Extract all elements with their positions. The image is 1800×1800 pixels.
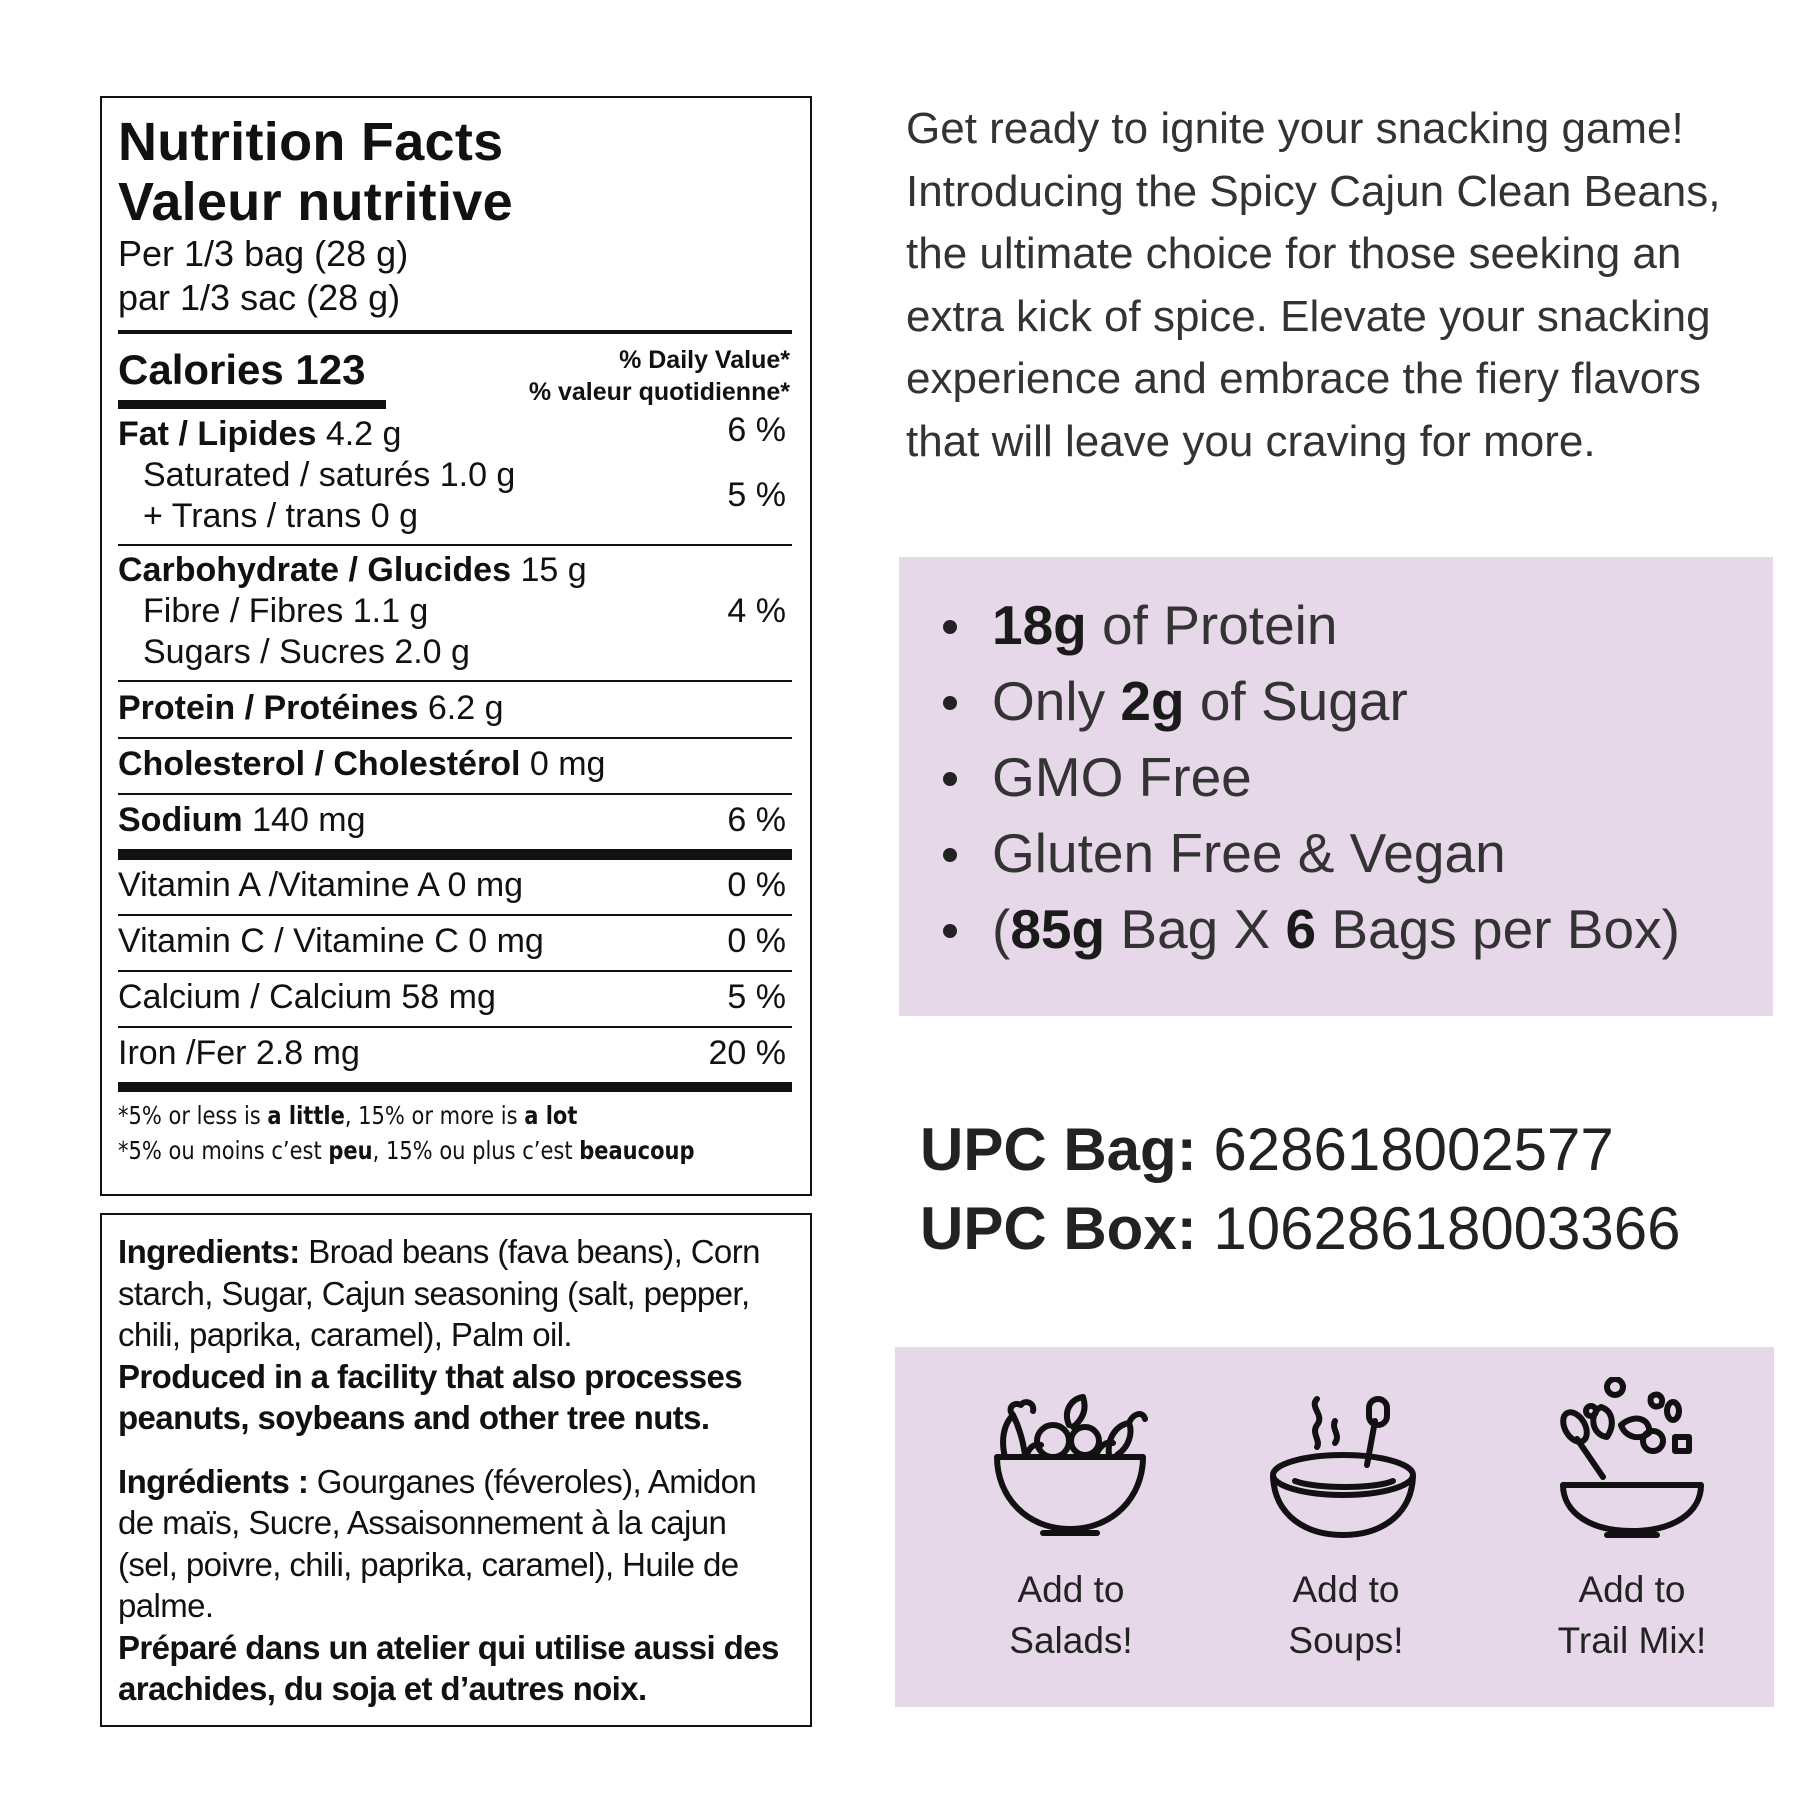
- carbohydrate-row: [118, 546, 792, 591]
- nutrition-title-en: Nutrition Facts: [118, 112, 504, 172]
- benefit-protein: [939, 587, 1773, 663]
- vitamin-c-label: Vitamin C / Vitamine C 0 mg: [118, 922, 544, 960]
- calcium-label: Calcium / Calcium 58 mg: [118, 978, 496, 1016]
- use-salads-label: [961, 1564, 1181, 1666]
- iron-label: Iron /Fer 2.8 mg: [118, 1034, 360, 1072]
- footnote-fr: [118, 1133, 695, 1168]
- use-salads-line2: Salads!: [1009, 1620, 1133, 1661]
- serving-size-fr: par 1/3 sac (28 g): [118, 277, 401, 318]
- vitamin-c-row: [118, 916, 792, 970]
- vitamin-a-pct: 0 %: [727, 866, 786, 904]
- sodium-pct: 6 %: [727, 801, 786, 839]
- benefit-text: Bags per Box): [1316, 898, 1680, 960]
- daily-value-header-fr: % valeur quotidienne*: [528, 378, 790, 406]
- protein-label: Protein / Protéines: [118, 689, 419, 727]
- upc-bag-label: UPC Bag:: [920, 1116, 1197, 1183]
- fibre-label: Fibre / Fibres 1.1 g: [143, 592, 429, 630]
- benefits-panel: [899, 557, 1773, 1016]
- use-salads-line1: Add to: [1017, 1569, 1125, 1610]
- ingredients-en-text: Broad beans (fava beans), Corn starch, Sugar, Cajun seasoning (salt, pepper, chili, paprika, caramel), Palm oil.: [118, 1233, 760, 1353]
- footnote-fr-part: *5% ou moins c’est: [118, 1136, 329, 1165]
- footnote-en: [118, 1098, 684, 1133]
- benefits-list: [899, 557, 1773, 967]
- benefit-text: of Sugar: [1184, 670, 1408, 732]
- footnote-en-emphasis: a lot: [524, 1101, 578, 1130]
- allergen-statement-fr: Préparé dans un atelier qui utilise aussi des arachides, du soja et d’autres noix.: [118, 1628, 779, 1707]
- protein-amount: 6.2 g: [427, 689, 504, 727]
- use-soups-line1: Add to: [1292, 1569, 1400, 1610]
- allergen-statement-en: Produced in a facility that also processes peanuts, soybeans and other tree nuts.: [118, 1357, 743, 1436]
- daily-value-header: [529, 344, 790, 408]
- calcium-pct: 5 %: [727, 978, 786, 1016]
- cholesterol-amount: 0 mg: [529, 745, 606, 783]
- benefit-text: of Protein: [1086, 594, 1338, 656]
- benefit-text: (: [992, 898, 1011, 960]
- fat-amount: 4.2 g: [325, 415, 402, 453]
- benefit-emphasis: 2g: [1120, 670, 1185, 732]
- benefit-text: Bag X: [1105, 898, 1286, 960]
- use-trail-mix-line1: Add to: [1578, 1569, 1686, 1610]
- fat-label: Fat / Lipides: [118, 415, 317, 453]
- footnote-en-emphasis: a little: [267, 1101, 345, 1130]
- upc-codes: [920, 1110, 1681, 1268]
- sodium-row: [118, 795, 792, 849]
- carbohydrate-label: Carbohydrate / Glucides: [118, 551, 511, 589]
- iron-pct: 20 %: [708, 1034, 786, 1072]
- use-soups-line2: Soups!: [1288, 1620, 1404, 1661]
- ingredients-en-label: Ingredients:: [118, 1233, 300, 1270]
- vitamin-a-row: [118, 860, 792, 914]
- cholesterol-row: [118, 739, 792, 793]
- saturated-row: Saturated / saturés 1.0 g: [143, 456, 516, 494]
- ingredients-fr-text: Gourganes (féveroles), Amidon de maïs, Sucre, Assaisonnement à la cajun (sel, poivre, chili, paprika, caramel), Huile de palme.: [118, 1462, 757, 1624]
- cholesterol-label: Cholesterol / Cholestérol: [118, 745, 521, 783]
- footnote-fr-emphasis: peu: [328, 1136, 373, 1165]
- footnote-fr-emphasis: beaucoup: [579, 1136, 695, 1165]
- ingredients-fr: [118, 1461, 794, 1627]
- fibre-pct: 4 %: [727, 592, 786, 630]
- spacer: [118, 1439, 794, 1461]
- benefit-gmo-free: GMO Free: [939, 739, 1773, 815]
- upc-box-code: 10628618003366: [1213, 1195, 1681, 1262]
- sodium-label: Sodium: [118, 801, 243, 839]
- nutrition-facts-panel: [100, 96, 812, 1196]
- salad-bowl-icon: [983, 1385, 1159, 1545]
- use-soups-label: [1236, 1564, 1456, 1666]
- benefit-gluten-free-vegan: Gluten Free & Vegan: [939, 815, 1773, 891]
- calories-label: Calories 123: [118, 346, 366, 393]
- benefit-emphasis: 18g: [992, 594, 1087, 656]
- footnote-fr-part: , 15% ou plus c’est: [372, 1136, 580, 1165]
- soup-bowl-icon: [1265, 1385, 1425, 1545]
- benefit-packaging: [939, 891, 1773, 967]
- benefit-text: Only: [992, 670, 1121, 732]
- upc-box-label: UPC Box:: [920, 1195, 1197, 1262]
- iron-row: [118, 1028, 792, 1082]
- ingredients-en: [118, 1231, 794, 1356]
- nutrition-title-fr: Valeur nutritive: [118, 172, 513, 232]
- trail-mix-bowl-icon: [1555, 1377, 1711, 1545]
- sugars-row: Sugars / Sucres 2.0 g: [143, 633, 470, 671]
- fat-row: [118, 410, 792, 455]
- daily-value-header-en: % Daily Value*: [619, 346, 790, 374]
- upc-box: [920, 1189, 1681, 1268]
- saturated-trans-group: [118, 455, 792, 537]
- benefit-sugar: [939, 663, 1773, 739]
- protein-row: [118, 682, 792, 737]
- footnote-en-part: , 15% or more is: [344, 1101, 525, 1130]
- calories-underline: [118, 400, 386, 409]
- thick-divider: [118, 1082, 792, 1092]
- upc-bag-code: 628618002577: [1213, 1116, 1614, 1183]
- ingredients-fr-label: Ingrédients :: [118, 1462, 309, 1500]
- product-description: Get ready to ignite your snacking game! Introducing the Spicy Cajun Clean Beans, the ultimate choice for those seeking an extra kick of spice. Elevate your snacking experience and embrace the fiery flavors that will leave you craving for more.: [906, 104, 1721, 466]
- trans-row: + Trans / trans 0 g: [143, 497, 418, 535]
- calcium-row: [118, 972, 792, 1026]
- thick-divider: [118, 849, 792, 860]
- vitamin-c-pct: 0 %: [727, 922, 786, 960]
- carbohydrate-amount: 15 g: [520, 551, 587, 589]
- use-trail-mix-line2: Trail Mix!: [1557, 1620, 1707, 1661]
- uses-panel: [895, 1347, 1774, 1707]
- sodium-amount: 140 mg: [252, 801, 366, 839]
- use-trail-mix-label: [1522, 1564, 1742, 1666]
- vitamin-a-label: Vitamin A /Vitamine A 0 mg: [118, 866, 524, 904]
- calories-row: [118, 334, 792, 410]
- serving-size-en: Per 1/3 bag (28 g): [118, 233, 409, 274]
- benefit-emphasis: 85g: [1010, 898, 1106, 960]
- saturated-trans-pct: 5 %: [727, 476, 786, 514]
- fibre-row: [118, 591, 792, 632]
- ingredients-panel: [100, 1213, 812, 1727]
- fat-pct: 6 %: [727, 411, 786, 449]
- benefit-emphasis: 6: [1285, 898, 1317, 960]
- upc-bag: [920, 1110, 1681, 1189]
- footnote-en-part: *5% or less is: [118, 1101, 268, 1130]
